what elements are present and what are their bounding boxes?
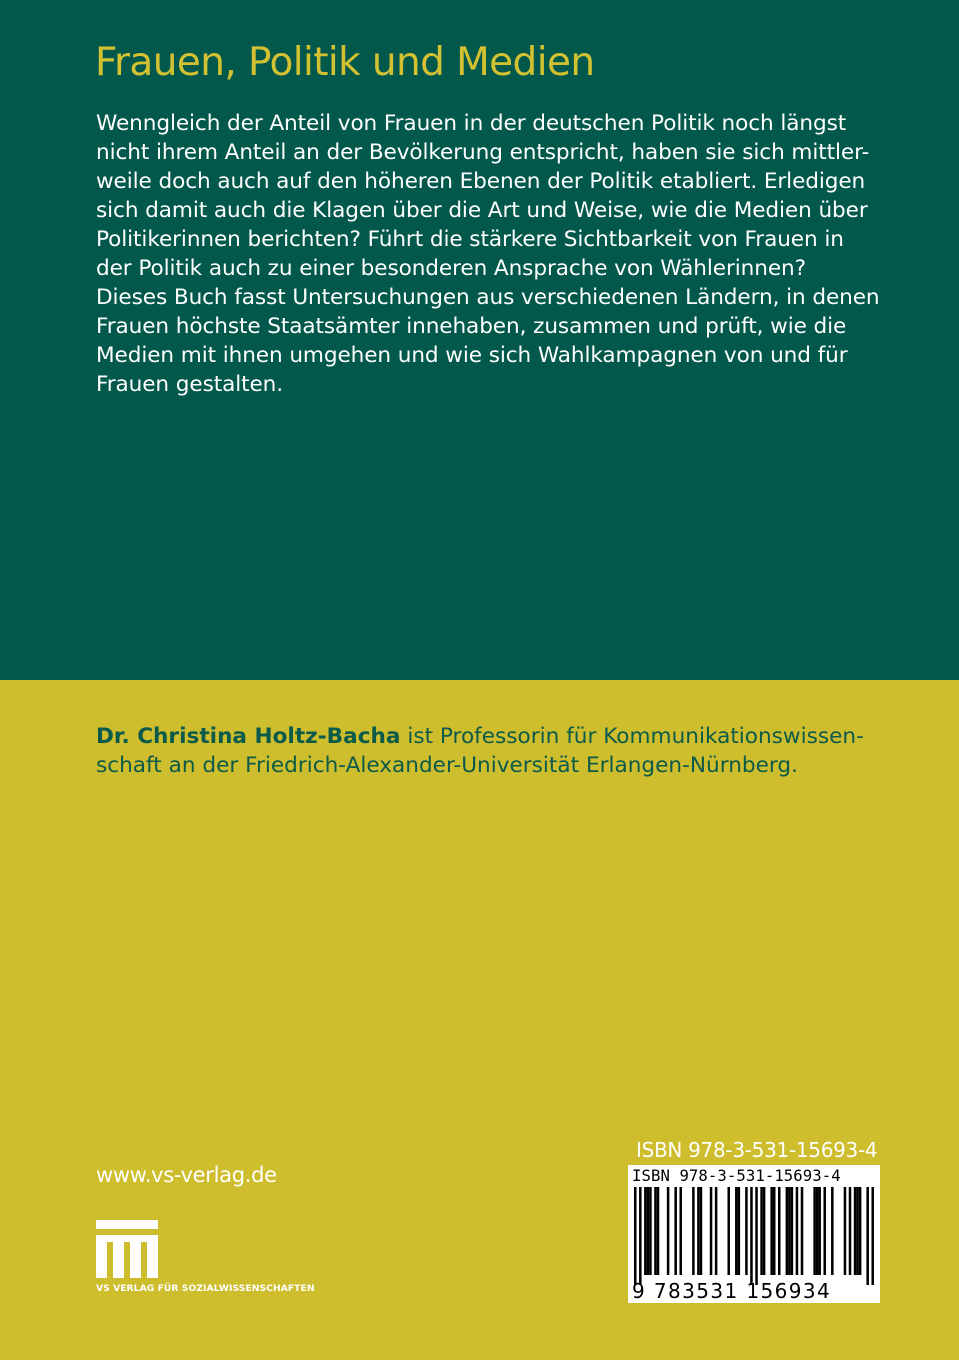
barcode-bar-40: [859, 1187, 862, 1275]
barcode-isbn-header: ISBN 978-3-531-15693-4: [632, 1167, 841, 1185]
barcode-bar-12: [700, 1187, 703, 1275]
barcode-bar-17: [738, 1187, 741, 1275]
barcode-bar-6: [657, 1187, 660, 1275]
barcode-bar-32: [816, 1187, 819, 1275]
author-name: Dr. Christina Holtz-Bacha: [96, 724, 401, 749]
blurb-line: der Politik auch zu einer besonderen Ansprache von Wählerinnen?: [96, 256, 806, 281]
barcode-bar-3: [647, 1187, 650, 1275]
barcode-bar-34: [823, 1187, 826, 1275]
barcode-bar-11: [697, 1187, 700, 1275]
barcode-bar-7: [667, 1187, 670, 1275]
barcode-bar-30: [801, 1187, 804, 1275]
barcode-bar-41: [866, 1187, 869, 1285]
barcode-bar-33: [818, 1187, 821, 1275]
barcode-bar-9: [679, 1187, 682, 1275]
book-title: Frauen, Politik und Medien: [95, 40, 595, 85]
barcode-bar-37: [849, 1187, 852, 1275]
barcode: [628, 1165, 880, 1303]
barcode-bar-24: [773, 1187, 776, 1275]
author-bio-line: schaft an der Friedrich-Alexander-Universität Erlangen-Nürnberg.: [96, 753, 798, 778]
barcode-digits: 9 783531 156934: [632, 1279, 832, 1303]
barcode-bar-35: [831, 1187, 834, 1275]
barcode-bar-16: [735, 1187, 738, 1275]
blurb-line: sich damit auch die Klagen über die Art und Weise, wie die Medien über: [96, 198, 868, 223]
barcode-bar-39: [856, 1187, 859, 1275]
barcode-bar-25: [778, 1187, 781, 1275]
author-bio: [96, 722, 896, 780]
barcode-bar-23: [770, 1187, 773, 1275]
barcode-bar-4: [649, 1187, 652, 1275]
vs-verlag-logo-icon: [96, 1220, 158, 1278]
barcode-bar-19: [750, 1187, 753, 1285]
blurb-line: Wenngleich der Anteil von Frauen in der deutschen Politik noch längst: [96, 111, 847, 136]
author-bio-text: ist Professorin für Kommunikationswissen-: [400, 724, 864, 749]
blurb-line: Dieses Buch fasst Untersuchungen aus verschiedenen Ländern, in denen: [96, 285, 880, 310]
blurb-line: Politikerinnen berichten? Führt die stärkere Sichtbarkeit von Frauen in: [96, 227, 844, 252]
barcode-bar-20: [755, 1187, 758, 1285]
barcode-icon: [634, 1187, 874, 1285]
barcode-bar-10: [692, 1187, 695, 1275]
isbn-label: ISBN 978-3-531-15693-4: [636, 1138, 878, 1162]
barcode-bar-26: [786, 1187, 789, 1275]
publisher-website[interactable]: www.vs-verlag.de: [96, 1163, 277, 1187]
barcode-bar-8: [674, 1187, 677, 1275]
barcode-bar-21: [760, 1187, 763, 1275]
barcode-bar-5: [654, 1187, 657, 1275]
blurb-line: weile doch auch auf den höheren Ebenen der Politik etabliert. Erledigen: [96, 169, 866, 194]
barcode-bar-1: [639, 1187, 642, 1285]
barcode-bar-42: [871, 1187, 874, 1285]
barcode-bar-31: [813, 1187, 816, 1275]
barcode-bar-36: [844, 1187, 847, 1275]
barcode-bar-28: [791, 1187, 794, 1275]
blurb-line: Medien mit ihnen umgehen und wie sich Wahlkampagnen von und für: [96, 343, 848, 368]
author-bio-line: [96, 722, 896, 751]
barcode-bar-22: [763, 1187, 766, 1275]
barcode-bar-29: [796, 1187, 799, 1275]
blurb-line: Frauen höchste Staatsämter innehaben, zusammen und prüft, wie die: [96, 314, 847, 339]
barcode-bar-27: [788, 1187, 791, 1275]
book-blurb: [96, 109, 886, 399]
barcode-bar-13: [710, 1187, 713, 1275]
barcode-bar-0: [634, 1187, 637, 1285]
barcode-bar-15: [727, 1187, 730, 1275]
publisher-logo-caption: VS VERLAG FÜR SOZIALWISSENSCHAFTEN: [96, 1283, 315, 1294]
barcode-bar-38: [854, 1187, 857, 1275]
barcode-bar-14: [715, 1187, 718, 1275]
barcode-bar-2: [644, 1187, 647, 1275]
barcode-bar-18: [745, 1187, 748, 1275]
blurb-line: Frauen gestalten.: [96, 372, 284, 397]
blurb-line: nicht ihrem Anteil an der Bevölkerung entspricht, haben sie sich mittler-: [96, 140, 870, 165]
